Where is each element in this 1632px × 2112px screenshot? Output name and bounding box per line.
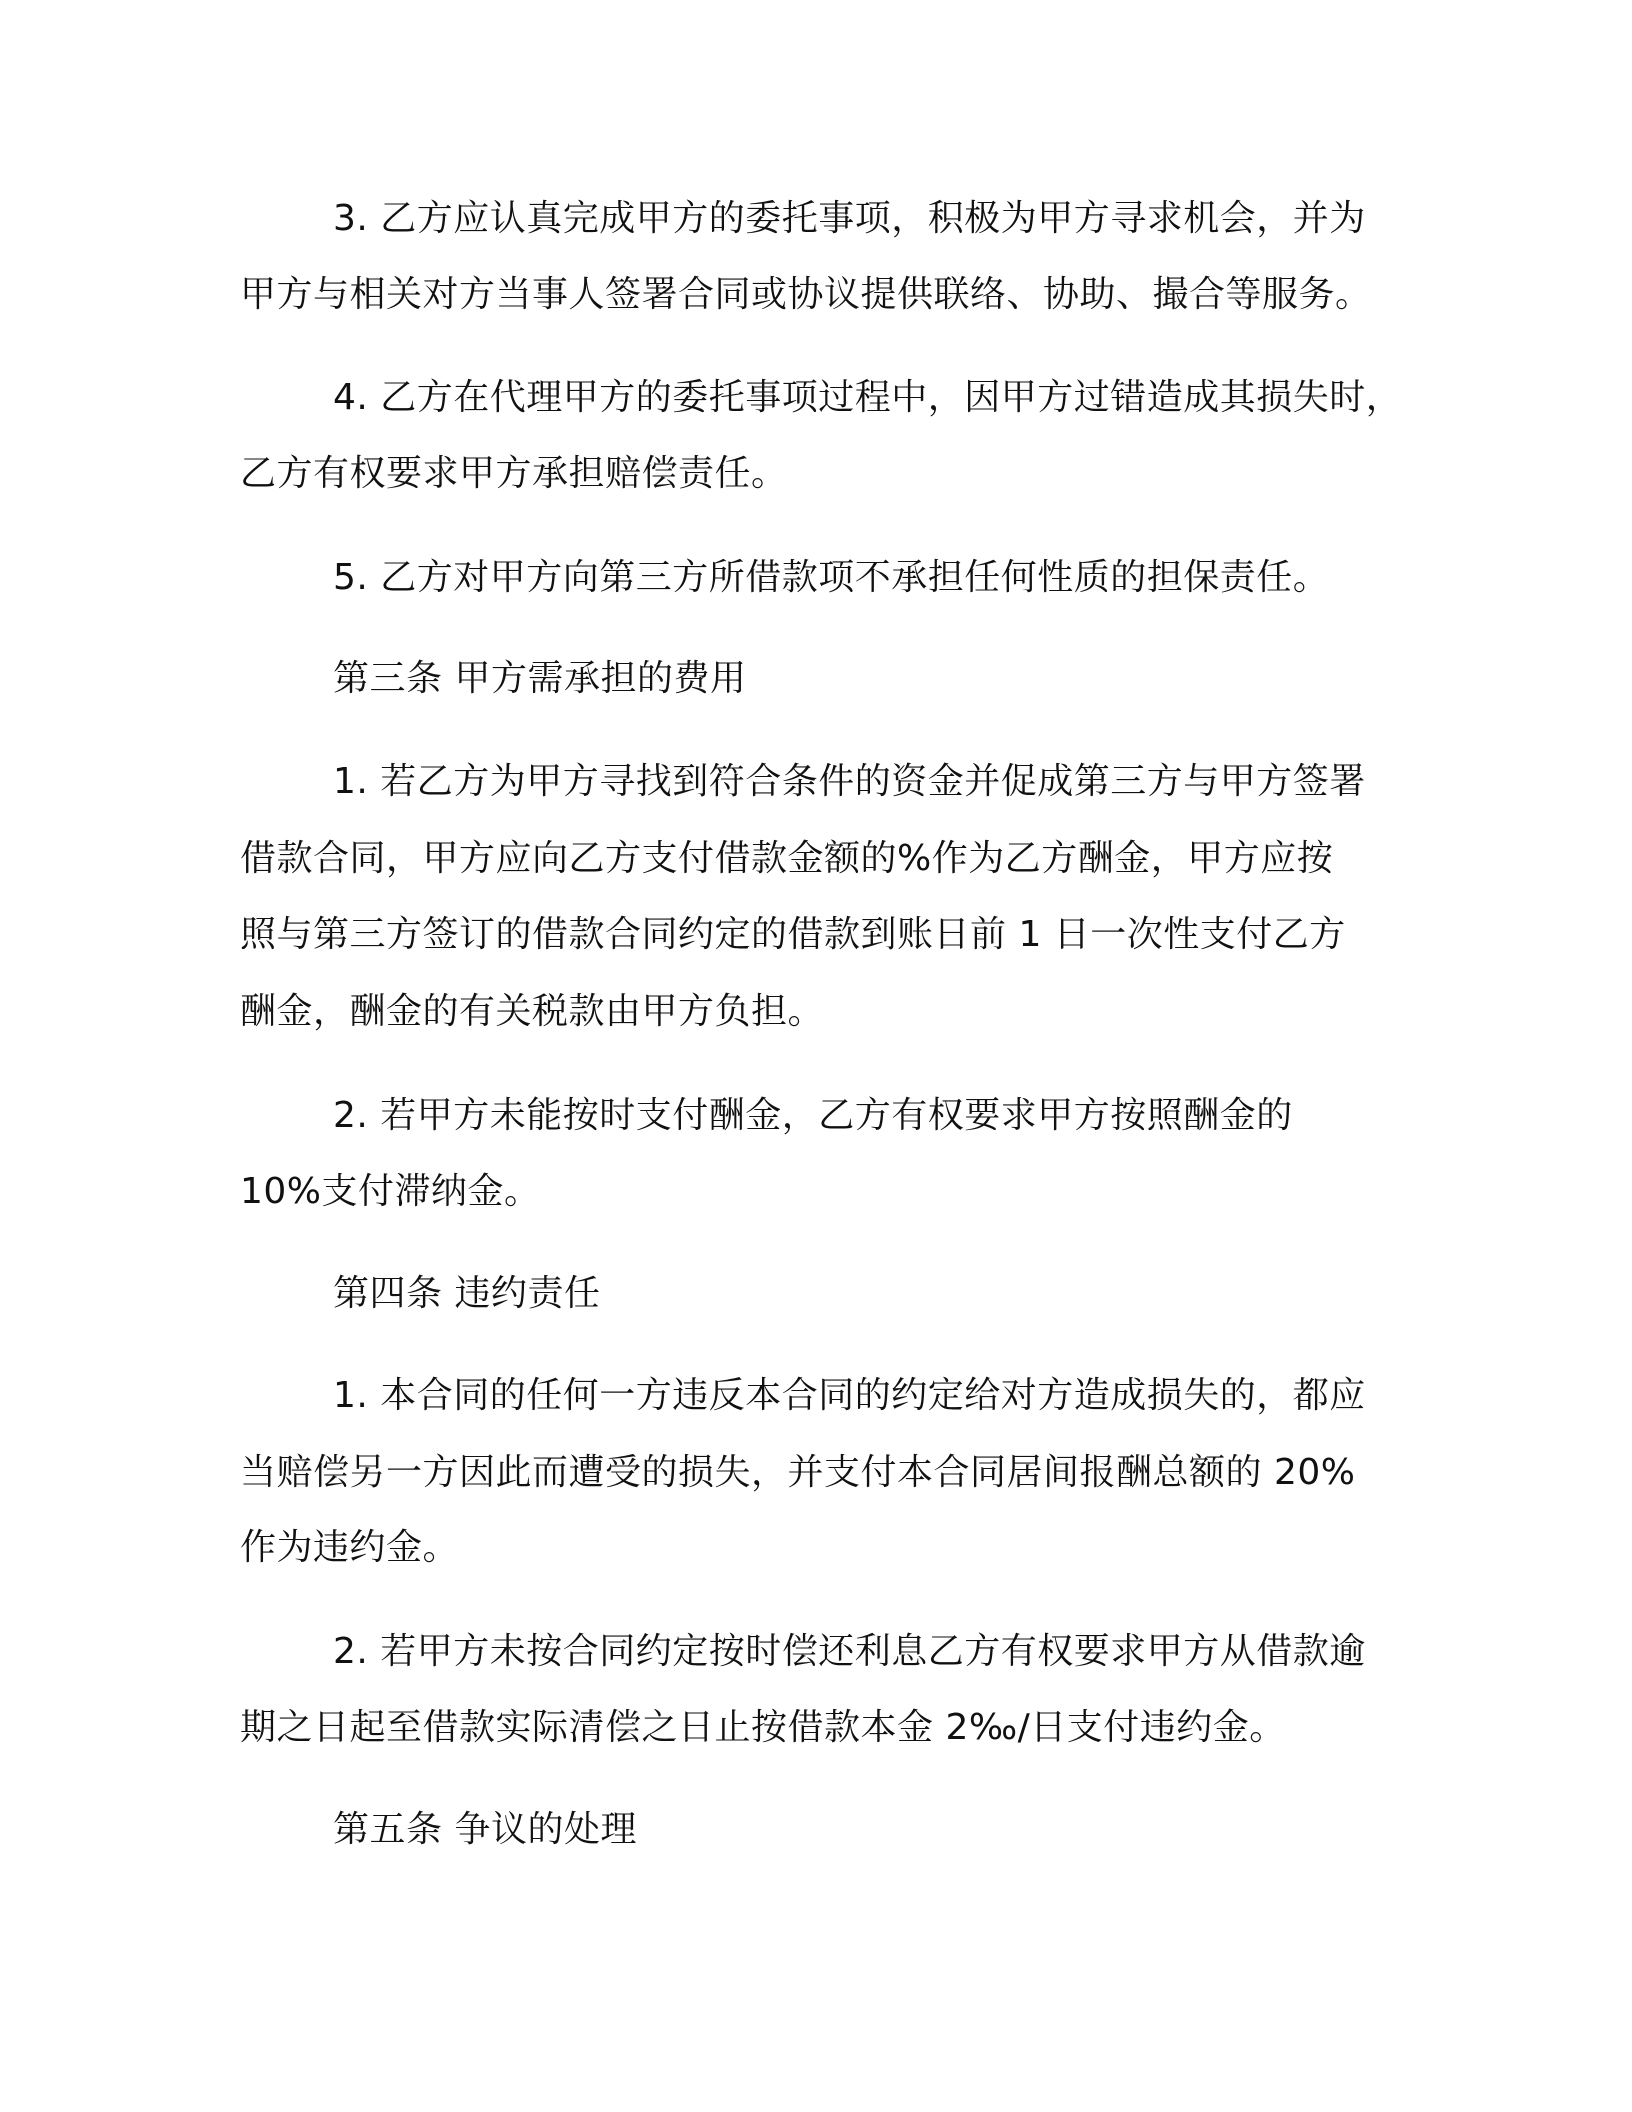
- clause-3-item-1-line-4: 酬金，酬金的有关税款由甲方负担。: [240, 991, 825, 1032]
- clause-2-item-4-line-2: 乙方有权要求甲方承担赔偿责任。: [240, 453, 788, 494]
- clause-4-item-1-line-1: 1. 本合同的任何一方违反本合同的约定给对方造成损失的，都应: [333, 1375, 1366, 1416]
- clause-2-item-3-line-1: 3. 乙方应认真完成甲方的委托事项，积极为甲方寻求机会，并为: [333, 198, 1366, 239]
- clause-4-item-1-line-2: 当赔偿另一方因此而遭受的损失，并支付本合同居间报酬总额的 20%: [240, 1452, 1356, 1493]
- clause-4-heading: 第四条 违约责任: [333, 1273, 601, 1314]
- clause-3-item-2-line-2: 10%支付滞纳金。: [240, 1171, 541, 1212]
- clause-4-item-2-line-1: 2. 若甲方未按合同约定按时偿还利息乙方有权要求甲方从借款逾: [333, 1631, 1366, 1672]
- clause-3-item-1-line-2: 借款合同，甲方应向乙方支付借款金额的%作为乙方酬金，甲方应按: [240, 838, 1334, 879]
- clause-3-heading: 第三条 甲方需承担的费用: [333, 658, 747, 699]
- clause-3-item-1-line-3: 照与第三方签订的借款合同约定的借款到账日前 1 日一次性支付乙方: [240, 914, 1346, 955]
- clause-3-item-1-line-1: 1. 若乙方为甲方寻找到符合条件的资金并促成第三方与甲方签署: [333, 761, 1366, 802]
- clause-4-item-1-line-3: 作为违约金。: [240, 1527, 460, 1568]
- clause-5-heading: 第五条 争议的处理: [333, 1809, 637, 1850]
- clause-2-item-5-line-1: 5. 乙方对甲方向第三方所借款项不承担任何性质的担保责任。: [333, 557, 1330, 598]
- clause-2-item-4-line-1: 4. 乙方在代理甲方的委托事项过程中，因甲方过错造成其损失时，: [333, 377, 1403, 418]
- clause-4-item-2-line-2: 期之日起至借款实际清偿之日止按借款本金 2‰/日支付违约金。: [240, 1707, 1286, 1748]
- clause-2-item-3-line-2: 甲方与相关对方当事人签署合同或协议提供联络、协助、撮合等服务。: [240, 274, 1372, 315]
- clause-3-item-2-line-1: 2. 若甲方未能按时支付酬金，乙方有权要求甲方按照酬金的: [333, 1095, 1293, 1136]
